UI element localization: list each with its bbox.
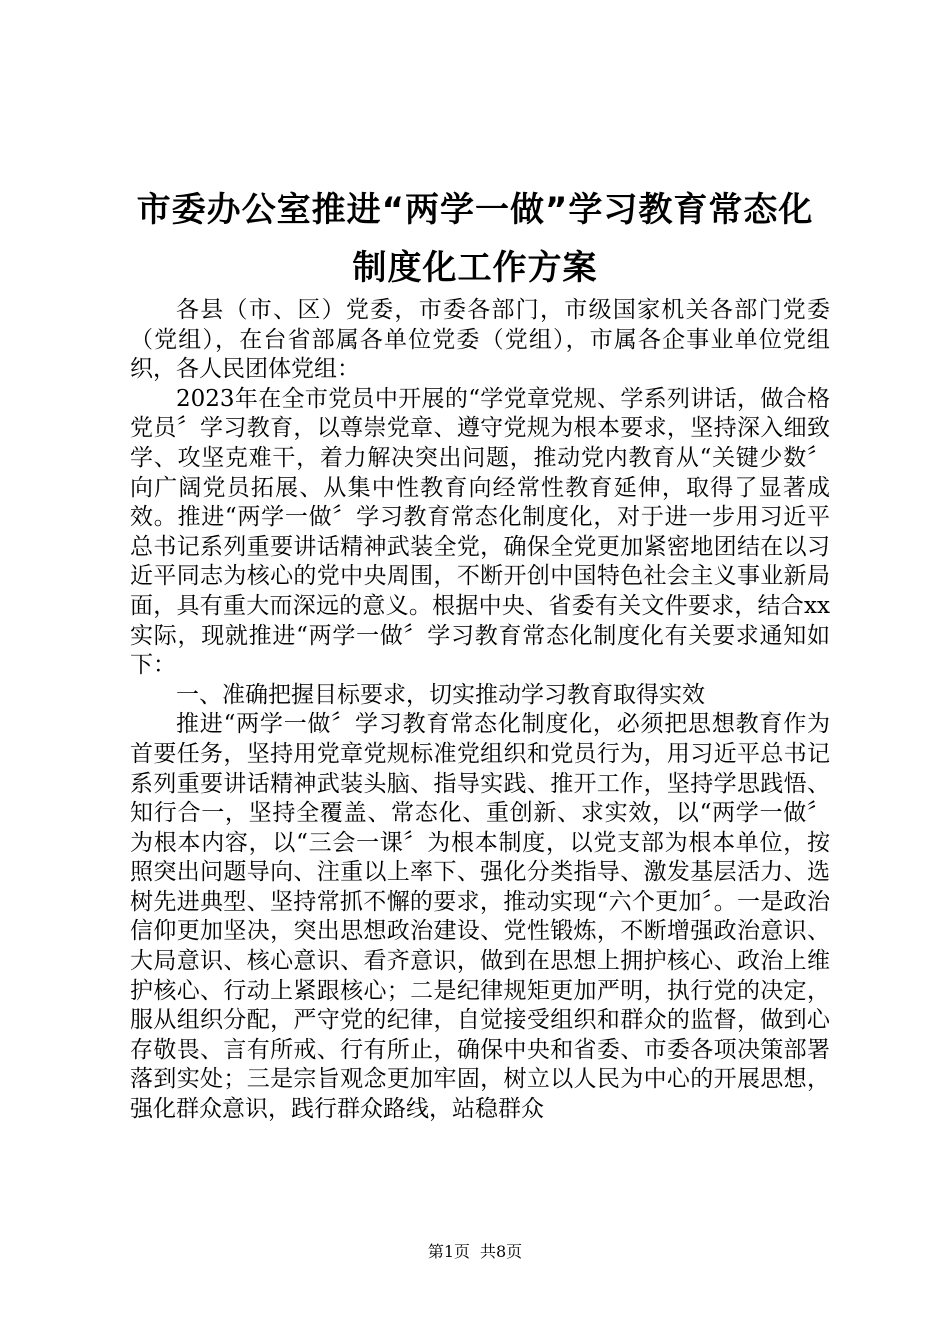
paragraph-salutation: 各县（市、区）党委，市委各部门，市级国家机关各部门党委（党组），在台省部属各单位党委（党组），市属各企事业单位党组织，各人民团体党组： — [130, 297, 830, 383]
page-footer — [0, 1240, 950, 1264]
paragraph-background: 2023年在全市党员中开展的“学党章党规、学系列讲话，做合格党员〞学习教育，以尊崇党章、遵守党规为根本要求，坚持深入细致学、攻坚克难干，着力解决突出问题，推动党内教育从“关键少数〞向广阔党员拓展、从集中性教育向经常性教育延伸，取得了显著成效。推进“两学一做〞学习教育常态化制度化，对于进一步用习近平总书记系列重要讲话精神武装全党，确保全党更加紧密地团结在以习近平同志为核心的党中央周围，不断开创中国特色社会主义事业新局面，具有重大而深远的意义。根据中央、省委有关文件要求，结合xx实际，现就推进“两学一做〞学习教育常态化制度化有关要求通知如下： — [130, 385, 830, 679]
document-title-line-2: 制度化工作方案 — [352, 248, 598, 288]
page-number-current: 第1页 — [427, 1242, 470, 1261]
document-title-line-1: 市委办公室推进“两学一做”学习教育常态化 — [136, 190, 814, 230]
page-number-total: 共8页 — [480, 1242, 523, 1261]
paragraph-goals: 推进“两学一做〞学习教育常态化制度化，必须把思想教育作为首要任务，坚持用党章党规标准党组织和党员行为，用习近平总书记系列重要讲话精神武装头脑、指导实践、推开工作，坚持学思践悟、知行合一，坚持全覆盖、常态化、重创新、求实效，以“两学一做〞为根本内容，以“三会一课〞为根本制度，以党支部为根本单位，按照突出问题导向、注重以上率下、强化分类指导、激发基层活力、选树先进典型、坚持常抓不懈的要求，推动实现“六个更加〞。一是政治信仰更加坚决，突出思想政治建设、党性锻炼，不断增强政治意识、大局意识、核心意识、看齐意识，做到在思想上拥护核心、政治上维护核心、行动上紧跟核心；二是纪律规矩更加严明，执行党的决定，服从组织分配，严守党的纪律，自觉接受组织和群众的监督，做到心存敬畏、言有所戒、行有所止，确保中央和省委、市委各项决策部署落到实处；三是宗旨观念更加牢固，树立以人民为中心的开展思想，强化群众意识，践行群众路线，站稳群众 — [130, 711, 830, 1123]
section-heading-1: 一、准确把握目标要求，切实推动学习教育取得实效 — [176, 681, 705, 708]
document-body — [130, 296, 830, 1125]
